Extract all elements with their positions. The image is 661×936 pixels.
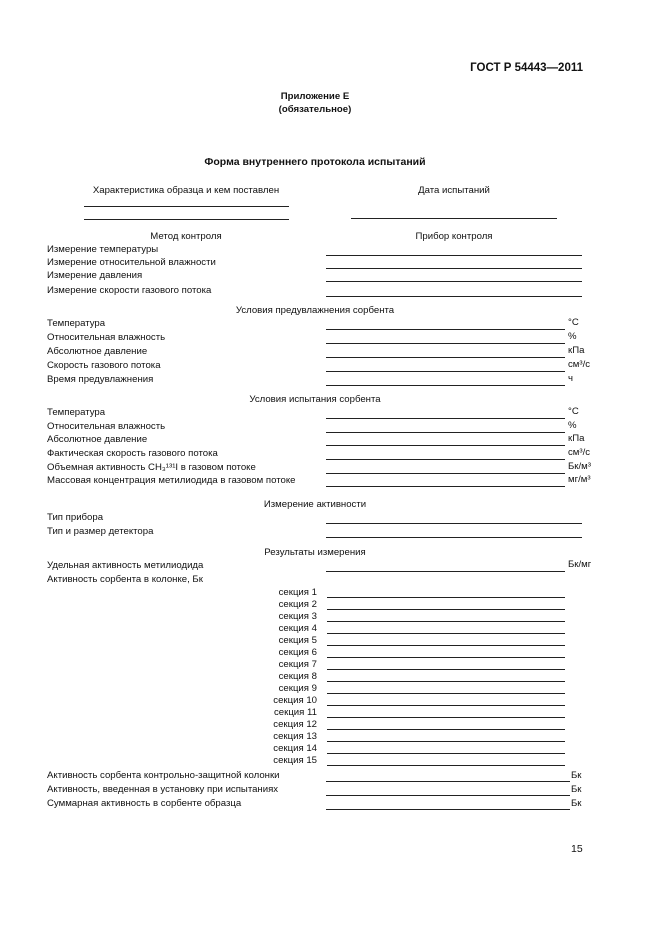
control-row-label: Измерение давления: [47, 270, 143, 281]
test-row-field-line[interactable]: [326, 473, 565, 474]
section-field-line[interactable]: [327, 717, 565, 718]
section-field-line[interactable]: [327, 645, 565, 646]
control-row-label: Измерение скорости газового потока: [47, 285, 212, 296]
total-row-field-line[interactable]: [326, 781, 570, 782]
section-field-line[interactable]: [327, 681, 565, 682]
prehumid-row-label: Время предувлажнения: [47, 374, 154, 385]
test-row-label: Температура: [47, 407, 106, 418]
test-row-label: Абсолютное давление: [47, 434, 148, 445]
method-label: Метод контроля: [150, 231, 222, 242]
total-row-unit: Бк: [571, 798, 582, 809]
section-label: секция 2: [278, 599, 317, 610]
prehumid-row-unit: кПа: [568, 345, 585, 356]
test-conditions-title: Условия испытания сорбента: [249, 394, 381, 405]
activity-title: Измерение активности: [263, 499, 367, 510]
section-label: секция 3: [278, 611, 317, 622]
section-label: секция 13: [273, 731, 317, 742]
sample-field-line-2[interactable]: [84, 219, 289, 220]
test-row-field-line[interactable]: [326, 432, 565, 433]
column-activity-label: Активность сорбента в колонке, Бк: [47, 574, 203, 585]
section-label: секция 1: [278, 587, 317, 598]
prehumid-row-label: Абсолютное давление: [47, 346, 148, 357]
total-row-unit: Бк: [571, 770, 582, 781]
section-label: секция 14: [273, 743, 317, 754]
control-row-field-line[interactable]: [326, 296, 582, 297]
section-field-line[interactable]: [327, 609, 565, 610]
section-label: секция 15: [273, 755, 317, 766]
section-label: секция 5: [278, 635, 317, 646]
control-row-field-line[interactable]: [326, 255, 582, 256]
sample-field-line-1[interactable]: [84, 206, 289, 207]
appendix-status: (обязательное): [278, 104, 352, 115]
activity-row-field-line[interactable]: [326, 523, 582, 524]
section-field-line[interactable]: [327, 657, 565, 658]
total-row-label: Активность, введенная в установку при испытаниях: [47, 784, 279, 795]
section-label: секция 8: [278, 671, 317, 682]
section-label: секция 7: [278, 659, 317, 670]
standard-number: ГОСТ Р 54443—2011: [470, 62, 583, 74]
prehumid-row-unit: ч: [568, 373, 573, 384]
test-row-field-line[interactable]: [326, 459, 565, 460]
appendix-title: Приложение Е: [280, 91, 350, 102]
activity-row-field-line[interactable]: [326, 537, 582, 538]
test-row-field-line[interactable]: [326, 486, 565, 487]
test-row-label: Объемная активность CH₃¹³¹I в газовом потоке: [47, 462, 256, 473]
specific-activity-label: Удельная активность метилиодида: [47, 560, 204, 571]
section-label: секция 9: [278, 683, 317, 694]
activity-row-label: Тип прибора: [47, 512, 104, 523]
section-field-line[interactable]: [327, 765, 565, 766]
section-label: секция 10: [273, 695, 317, 706]
test-row-unit: Бк/м³: [568, 461, 591, 472]
test-row-field-line[interactable]: [326, 445, 565, 446]
instrument-label: Прибор контроля: [415, 231, 493, 242]
form-title: Форма внутреннего протокола испытаний: [204, 156, 426, 168]
prehumid-row-label: Относительная влажность: [47, 332, 166, 343]
control-row-label: Измерение относительной влажности: [47, 257, 216, 268]
control-row-field-line[interactable]: [326, 268, 582, 269]
section-field-line[interactable]: [327, 693, 565, 694]
section-field-line[interactable]: [327, 741, 565, 742]
page-number: 15: [571, 843, 583, 855]
test-row-unit: %: [568, 420, 577, 431]
prehumid-row-unit: см³/с: [568, 359, 591, 370]
sample-label: Характеристика образца и кем поставлен: [92, 185, 280, 196]
section-label: секция 6: [278, 647, 317, 658]
control-row-label: Измерение температуры: [47, 244, 159, 255]
total-row-label: Суммарная активность в сорбенте образца: [47, 798, 242, 809]
activity-row-label: Тип и размер детектора: [47, 526, 154, 537]
section-field-line[interactable]: [327, 705, 565, 706]
prehumid-title: Условия предувлажнения сорбента: [235, 305, 395, 316]
section-label: секция 11: [273, 707, 317, 718]
prehumid-row-unit: %: [568, 331, 577, 342]
test-row-field-line[interactable]: [326, 418, 565, 419]
specific-activity-field-line[interactable]: [326, 571, 565, 572]
total-row-field-line[interactable]: [326, 809, 570, 810]
test-row-label: Относительная влажность: [47, 421, 166, 432]
section-field-line[interactable]: [327, 621, 565, 622]
specific-activity-unit: Бк/мг: [568, 559, 592, 570]
test-row-label: Фактическая скорость газового потока: [47, 448, 218, 459]
total-row-label: Активность сорбента контрольно-защитной колонки: [47, 770, 280, 781]
section-field-line[interactable]: [327, 669, 565, 670]
section-label: секция 4: [278, 623, 317, 634]
test-date-label: Дата испытаний: [418, 185, 490, 196]
test-row-unit: мг/м³: [568, 474, 591, 485]
prehumid-row-field-line[interactable]: [326, 357, 565, 358]
test-row-label: Массовая концентрация метилиодида в газовом потоке: [47, 475, 296, 486]
prehumid-row-field-line[interactable]: [326, 343, 565, 344]
prehumid-row-unit: °С: [568, 317, 579, 328]
section-label: секция 12: [273, 719, 317, 730]
section-field-line[interactable]: [327, 633, 565, 634]
section-field-line[interactable]: [327, 753, 565, 754]
test-row-unit: кПа: [568, 433, 585, 444]
results-title: Результаты измерения: [264, 547, 366, 558]
total-row-unit: Бк: [571, 784, 582, 795]
prehumid-row-label: Температура: [47, 318, 106, 329]
control-row-field-line[interactable]: [326, 281, 582, 282]
prehumid-row-field-line[interactable]: [326, 385, 565, 386]
test-row-unit: °С: [568, 406, 579, 417]
section-field-line[interactable]: [327, 729, 565, 730]
test-row-unit: см³/с: [568, 447, 591, 458]
total-row-field-line[interactable]: [326, 795, 570, 796]
prehumid-row-field-line[interactable]: [326, 371, 565, 372]
prehumid-row-label: Скорость газового потока: [47, 360, 161, 371]
section-field-line[interactable]: [327, 597, 565, 598]
prehumid-row-field-line[interactable]: [326, 329, 565, 330]
test-date-field-line[interactable]: [351, 218, 557, 219]
